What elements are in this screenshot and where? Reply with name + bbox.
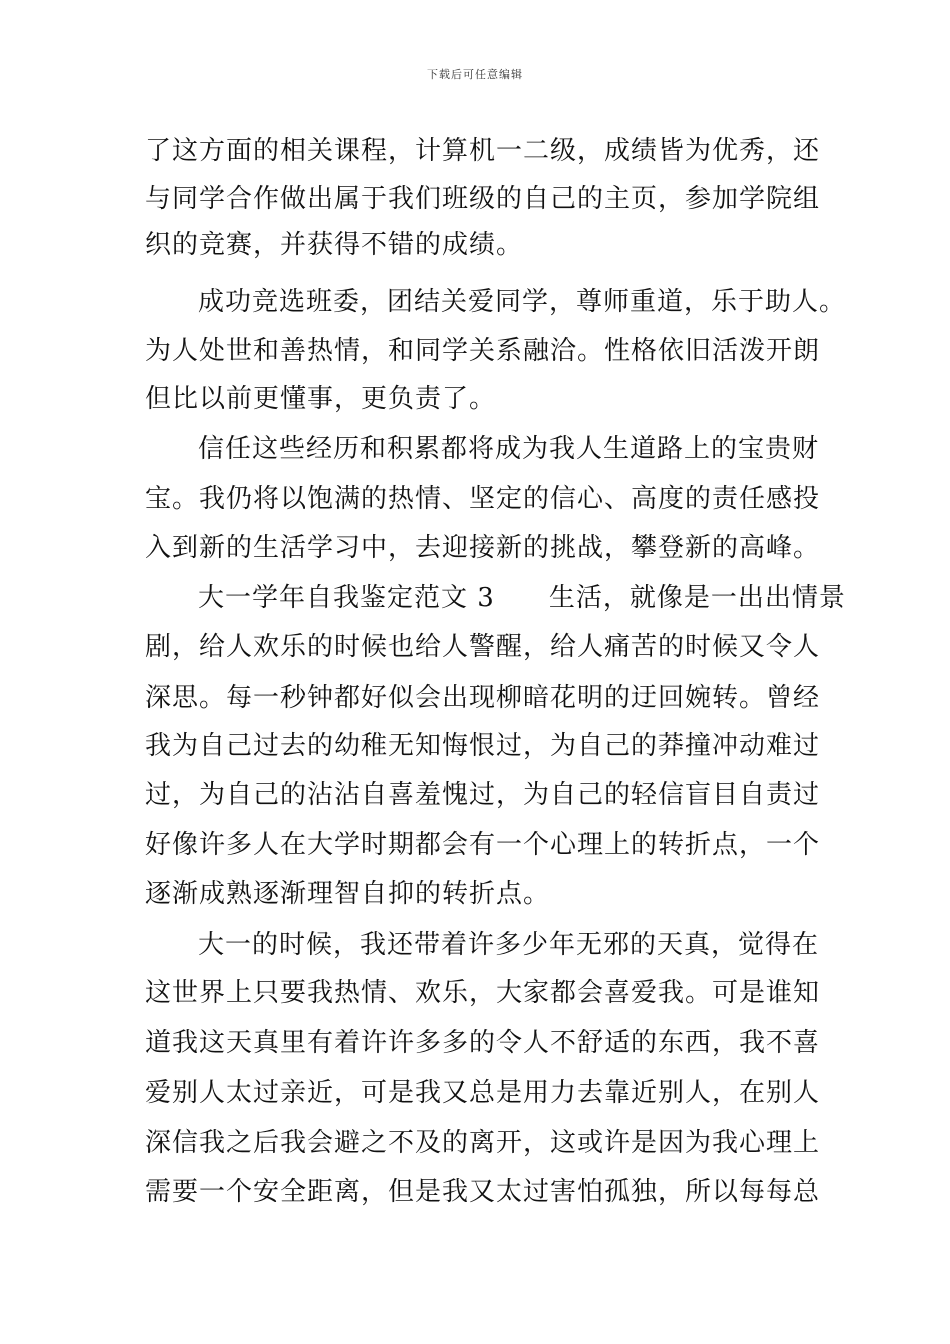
text-line: 需要一个安全距离，但是我又太过害怕孤独，所以每每总	[145, 1177, 821, 1207]
page-header: 下载后可任意编辑	[427, 68, 523, 81]
section-heading-line	[198, 583, 846, 613]
text-line: 深思。每一秒钟都好似会出现柳暗花明的迂回婉转。曾经	[145, 683, 821, 713]
text-line: 宝。我仍将以饱满的热情、坚定的信心、高度的责任感投	[145, 484, 821, 514]
text-line: 大一的时候，我还带着许多少年无邪的天真，觉得在	[198, 930, 820, 960]
text-line: 我为自己过去的幼稚无知悔恨过，为自己的莽撞冲动难过	[145, 731, 821, 761]
text-line: 深信我之后我会避之不及的离开，这或许是因为我心理上	[145, 1128, 821, 1158]
text-line: 逐渐成熟逐渐理智自抑的转折点。	[145, 879, 551, 909]
text-line: 爱别人太过亲近，可是我又总是用力去靠近别人，在别人	[145, 1078, 821, 1108]
text-line: 与同学合作做出属于我们班级的自己的主页，参加学院组	[145, 184, 821, 214]
text-line: 剧，给人欢乐的时候也给人警醒，给人痛苦的时候又令人	[145, 632, 821, 662]
text-line: 道我这天真里有着许许多多的令人不舒适的东西，我不喜	[145, 1028, 821, 1058]
section-first-text: 生活，就像是一出出情景	[548, 583, 846, 613]
text-line: 入到新的生活学习中，去迎接新的挑战，攀登新的高峰。	[145, 533, 821, 563]
text-line: 信任这些经历和积累都将成为我人生道路上的宝贵财	[198, 434, 820, 464]
text-line: 过，为自己的沾沾自喜羞愧过，为自己的轻信盲目自责过	[145, 780, 821, 810]
text-line: 这世界上只要我热情、欢乐，大家都会喜爱我。可是谁知	[145, 978, 821, 1008]
text-line: 了这方面的相关课程，计算机一二级，成绩皆为优秀，还	[145, 136, 821, 166]
text-line: 好像许多人在大学时期都会有一个心理上的转折点，一个	[145, 830, 821, 860]
text-line: 织的竞赛，并获得不错的成绩。	[145, 230, 524, 260]
section-title: 大一学年自我鉴定范文 3	[198, 583, 495, 613]
text-line: 成功竞选班委，团结关爱同学，尊师重道，乐于助人。	[198, 287, 847, 317]
text-line: 但比以前更懂事，更负责了。	[145, 384, 497, 414]
text-line: 为人处世和善热情，和同学关系融洽。性格依旧活泼开朗	[145, 336, 821, 366]
